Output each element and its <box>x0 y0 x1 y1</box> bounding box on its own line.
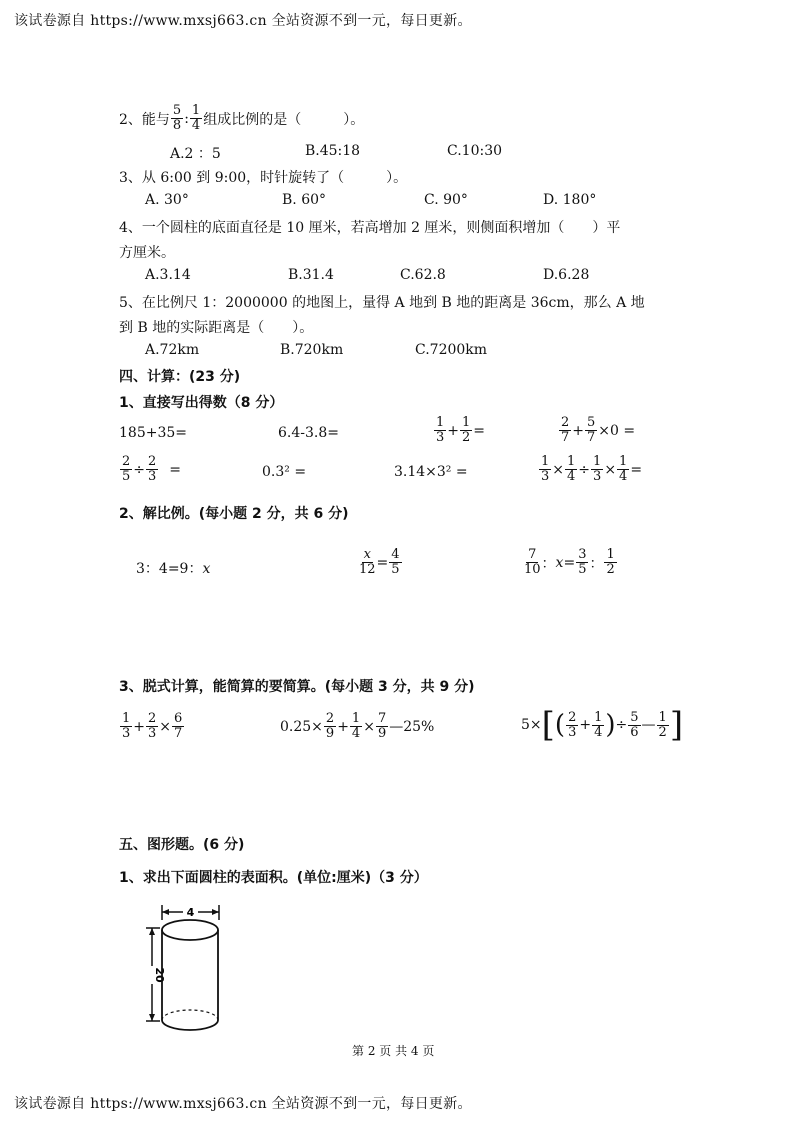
question-5-line2: 到 B 地的实际距离是（ ）。 <box>119 320 314 336</box>
proportion-2: $\frac{x}{12}$ = $\frac{4}{5}$ <box>359 547 400 577</box>
page-number: 第 2 页 共 4 页 <box>352 1044 435 1058</box>
section-4-title: 四、计算：(23 分) <box>119 369 241 385</box>
stepwise-3: 5× [ ( $\frac{2}{3}$ + $\frac{1}{4}$ ) ÷ $\frac{5}{6}$ — $\frac{1}{2}$ ] <box>521 705 684 745</box>
cylinder-top <box>162 920 218 940</box>
q4-option-b: B.31.4 <box>288 267 334 283</box>
section-5-title: 五、图形题。(6 分) <box>119 837 245 853</box>
q2-fraction-a: $\frac{5}{8}$ <box>172 103 182 133</box>
calc-4: $\frac{2}{7}$ + $\frac{5}{7}$ ×0 = <box>561 415 636 445</box>
header-source-text: 该试卷源自 https://www.mxsj663.cn 全站资源不到一元，每日更新。 <box>14 13 472 29</box>
diameter-label: 4 <box>186 906 195 919</box>
question-4-line2: 方厘米。 <box>119 245 175 261</box>
q3-option-b: B. 60° <box>282 192 327 208</box>
part-3-title: 3、脱式计算，能简算的要简算。(每小题 3 分，共 9 分) <box>119 679 475 695</box>
calc-6: 0.3² = <box>262 464 307 480</box>
q5-option-b: B.720km <box>280 342 344 358</box>
q3-option-c: C. 90° <box>424 192 468 208</box>
q2-colon: : <box>184 110 189 127</box>
cylinder-figure <box>140 900 240 1050</box>
q3-option-a: A. 30° <box>145 192 189 208</box>
q4-option-a: A.3.14 <box>145 267 191 283</box>
calc-3: $\frac{1}{3}$ + $\frac{1}{2}$ = <box>436 415 486 445</box>
proportion-3: $\frac{7}{10}$ ： x = $\frac{3}{5}$ ： $\frac{1}{2}$ <box>524 547 615 577</box>
part-2-title: 2、解比例。(每小题 2 分，共 6 分) <box>119 506 349 522</box>
q2-fraction-b: $\frac{1}{4}$ <box>191 103 201 133</box>
q5-option-a: A.72km <box>145 342 200 358</box>
q5-option-c: C.7200km <box>415 342 488 358</box>
question-2 <box>119 104 364 133</box>
q3-option-d: D. 180° <box>543 192 597 208</box>
height-label: 20 <box>153 967 166 983</box>
question-4-line1: 4、一个圆柱的底面直径是 10 厘米，若高增加 2 厘米，则侧面积增加（ ）平 <box>119 220 621 236</box>
stepwise-1: $\frac{1}{3}$ + $\frac{2}{3}$ × $\frac{6}{7}$ <box>122 711 183 741</box>
proportion-1: 3：4=9：x <box>136 561 211 577</box>
q2-suffix: 组成比例的是（ ）。 <box>203 111 365 128</box>
calc-5: $\frac{2}{5}$ ÷ $\frac{2}{3}$ = <box>122 454 182 484</box>
stepwise-2: 0.25× $\frac{2}{9}$ + $\frac{1}{4}$ × $\frac{7}{9}$ —25% <box>280 711 435 741</box>
q2-option-c: C.10:30 <box>447 143 503 159</box>
part-1-title: 1、直接写出得数（8 分） <box>119 395 284 411</box>
question-3: 3、从 6:00 到 9:00，时针旋转了（ ）。 <box>119 170 408 186</box>
section-5-q1: 1、求出下面圆柱的表面积。(单位:厘米)（3 分） <box>119 870 428 886</box>
calc-2: 6.4-3.8= <box>278 425 339 441</box>
q4-option-c: C.62.8 <box>400 267 446 283</box>
calc-7: 3.14×3² = <box>394 464 468 480</box>
q2-option-b: B.45:18 <box>305 143 361 159</box>
q2-option-a: A.2 ：5 <box>170 146 221 162</box>
question-5-line1: 5、在比例尺 1：2000000 的地图上，量得 A 地到 B 地的距离是 36cm，那么 A 地 <box>119 295 645 311</box>
footer-source-text: 该试卷源自 https://www.mxsj663.cn 全站资源不到一元，每日更新。 <box>14 1096 472 1112</box>
q2-prefix: 2、能与 <box>119 111 170 128</box>
calc-8: $\frac{1}{3}$ × $\frac{1}{4}$ ÷ $\frac{1}{3}$ × $\frac{1}{4}$ = <box>541 454 643 484</box>
q4-option-d: D.6.28 <box>543 267 590 283</box>
calc-1: 185+35= <box>119 425 187 441</box>
